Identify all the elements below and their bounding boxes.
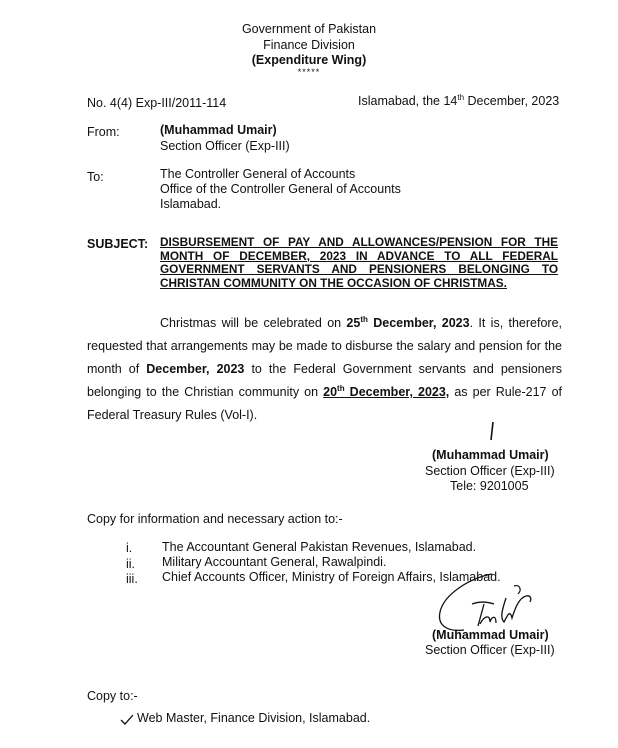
signature2-name: (Muhammad Umair): [432, 628, 549, 642]
subject-label: SUBJECT:: [87, 237, 149, 251]
checkmark-icon: [120, 714, 134, 726]
subject-text: [160, 236, 558, 290]
body-line-4: belonging to the Christian community on 20th December, 2023, as per Rule-217 of: [87, 383, 563, 399]
from-label: From:: [87, 125, 120, 139]
copy-item-num: iii.: [126, 572, 138, 586]
subject-line-1: DISBURSEMENT OF PAY AND ALLOWANCES/PENSION FOR THE: [160, 235, 558, 249]
to-label: To:: [87, 170, 104, 184]
subject-line-4: CHRISTAN COMMUNITY ON THE OCCASION OF CHRISTMAS.: [160, 275, 507, 290]
copy-item-num: i.: [126, 541, 133, 555]
reference-number: No. 4(4) Exp-III/2011-114: [87, 96, 227, 110]
header-stars: *****: [297, 67, 321, 77]
body-line-3: month of December, 2023 to the Federal Government servants and pensioners: [87, 362, 562, 376]
copy-to-item: Web Master, Finance Division, Islamabad.: [137, 711, 371, 725]
copy-to-label: Copy to:-: [87, 689, 138, 703]
initial-mark: [484, 420, 500, 444]
copy-item-text: Chief Accounts Officer, Ministry of Foreign Affairs, Islamabad.: [162, 570, 501, 584]
signature1-tele: Tele: 9201005: [450, 479, 529, 493]
subject-line-3: GOVERNMENT SERVANTS AND PENSIONERS BELONGING TO: [160, 262, 558, 276]
header-wing: (Expenditure Wing): [251, 53, 367, 67]
to-line-3: Islamabad.: [160, 197, 222, 211]
to-line-2: Office of the Controller General of Accounts: [160, 182, 401, 196]
from-designation: Section Officer (Exp-III): [160, 139, 290, 153]
place-date: Islamabad, the 14th December, 2023: [358, 92, 560, 108]
header-division: Finance Division: [263, 38, 355, 52]
subject-line-2: MONTH OF DECEMBER, 2023 IN ADVANCE TO ALL FEDERAL: [160, 248, 558, 263]
body-line-5: Federal Treasury Rules (Vol-I).: [87, 408, 258, 422]
body-line-1: Christmas will be celebrated on 25th December, 2023. It is, therefore,: [160, 314, 562, 330]
copy-item-text: Military Accountant General, Rawalpindi.: [162, 555, 387, 569]
copy-info-intro: Copy for information and necessary action to:-: [87, 512, 343, 526]
copy-item-text: The Accountant General Pakistan Revenues, Islamabad.: [162, 540, 477, 554]
body-line-2: requested that arrangements may be made to disburse the salary and pension for the: [87, 339, 562, 353]
header-government: Government of Pakistan: [241, 22, 377, 36]
signature1-designation: Section Officer (Exp-III): [425, 464, 555, 478]
copy-item-num: ii.: [126, 557, 136, 571]
signature1-name: (Muhammad Umair): [432, 448, 549, 462]
from-name: (Muhammad Umair): [160, 123, 277, 137]
to-line-1: The Controller General of Accounts: [160, 167, 356, 181]
body-paragraph: [87, 312, 562, 427]
signature2-designation: Section Officer (Exp-III): [425, 643, 555, 657]
